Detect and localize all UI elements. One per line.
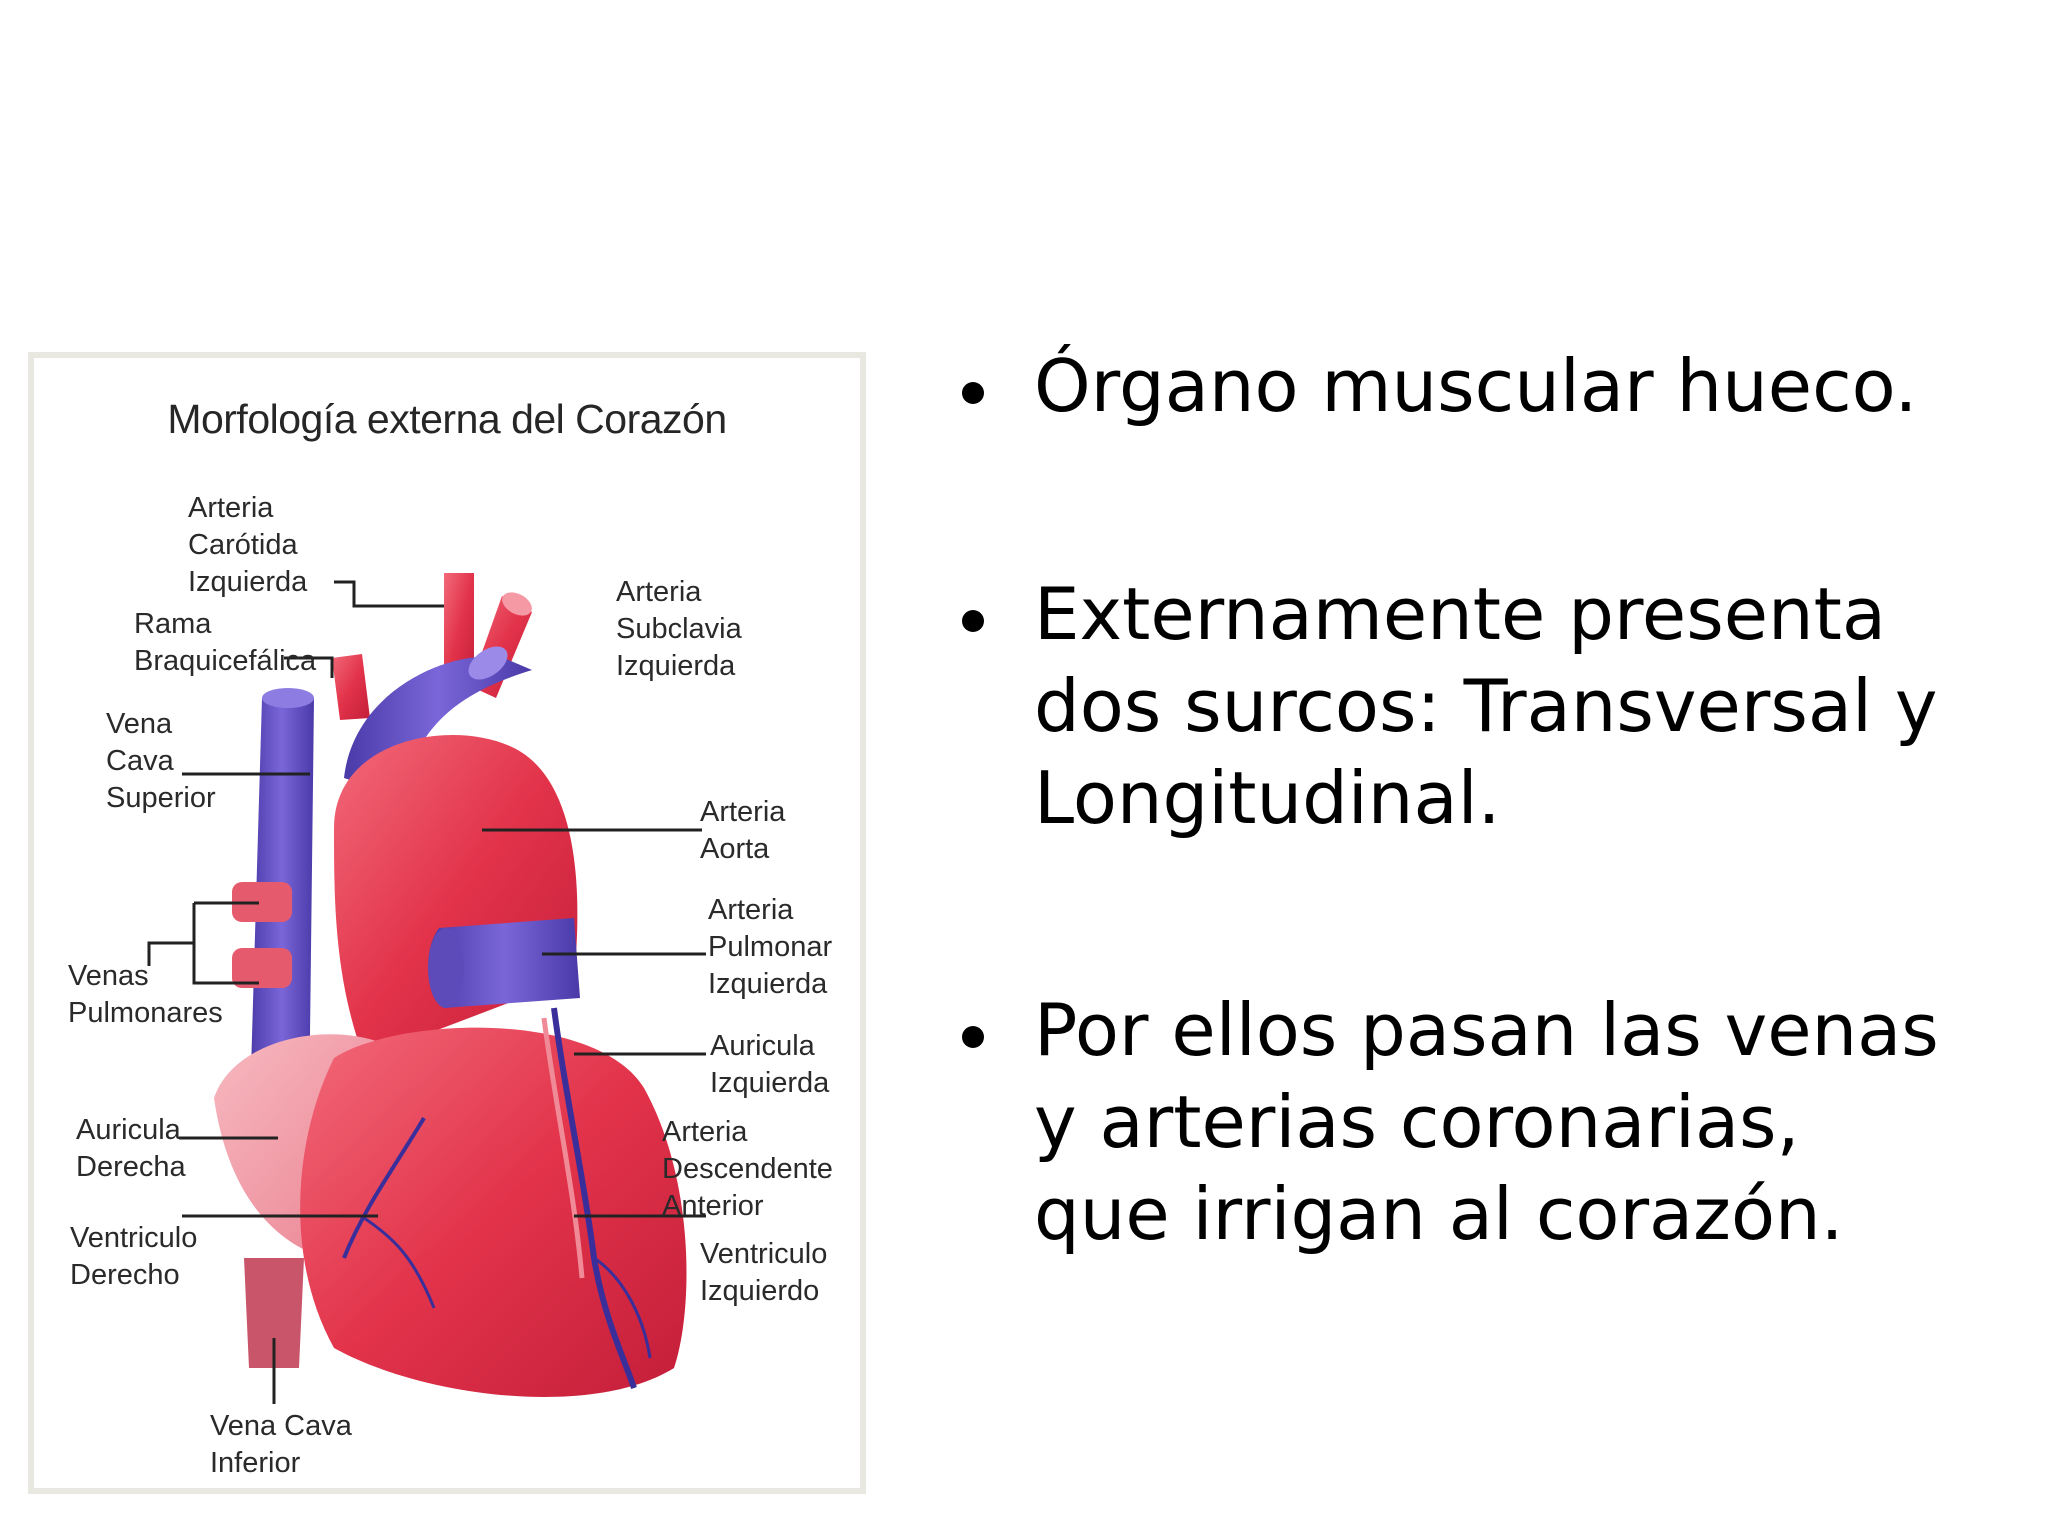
label-vena-cava-inferior: Vena Cava Inferior: [210, 1410, 352, 1479]
label-vena-cava-superior: Vena Cava Superior: [106, 708, 216, 814]
bullet-text: Por ellos pasan las venas y arterias coronarias, que irrigan al corazón.: [1034, 988, 1939, 1256]
bullet-dot-icon: [962, 1026, 984, 1048]
bullet-dot-icon: [962, 610, 984, 632]
bullet-text: Órgano muscular hueco.: [1034, 344, 1918, 428]
label-arteria-pulmonar-izquierda: Arteria Pulmonar Izquierda: [708, 894, 833, 1000]
label-arteria-carotida-izquierda: Arteria Carótida Izquierda: [188, 492, 308, 598]
bullet-dot-icon: [962, 382, 984, 404]
bullet-text: Externamente presenta dos surcos: Transversal y Longitudinal.: [1034, 572, 1938, 840]
label-arteria-descendente-anterior: Arteria Descendente Anterior: [662, 1116, 833, 1222]
label-venas-pulmonares: Venas Pulmonares: [68, 960, 223, 1029]
label-ventriculo-derecho: Ventriculo Derecho: [70, 1222, 198, 1291]
label-auricula-izquierda: Auricula Izquierda: [710, 1030, 830, 1099]
label-ventriculo-izquierdo: Ventriculo Izquierdo: [700, 1238, 828, 1307]
label-auricula-derecha: Auricula Derecha: [76, 1114, 186, 1183]
label-arteria-subclavia-izquierda: Arteria Subclavia Izquierda: [616, 576, 742, 682]
figure-title: Morfología externa del Corazón: [167, 396, 727, 442]
label-arteria-aorta: Arteria Aorta: [700, 796, 786, 865]
label-rama-braquicefalica: Rama Braquicefálica: [134, 608, 317, 677]
heart-figure: [28, 352, 866, 1494]
